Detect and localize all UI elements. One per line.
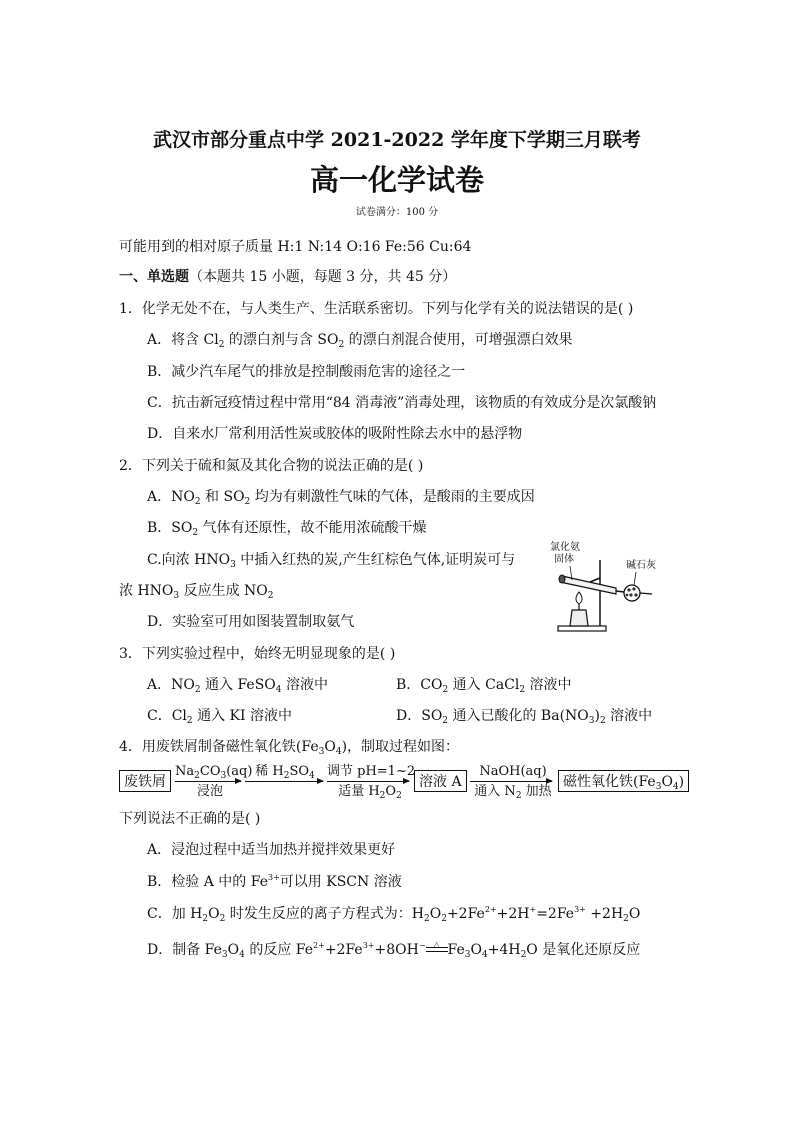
q4-option-d: D．制备 $Fe_3O_4$ 的反应 $Fe^{2+}+2Fe^{3+}+8OH^-$ △ $Fe_3O_4+4H_2O$ 是氧化还原反应 (147, 940, 641, 960)
q4-option-c: C．加 $H_2O_2$ 时发生反应的离子方程式为：$H_2O_2+2Fe^{2+}+2H^+=2Fe^{3+} +2H_2O$ (147, 905, 641, 924)
flow-arrow3-top: 调节 pH=1~2 (327, 764, 416, 779)
flow-arrow3-bottom: 适量 $H_2O_2$ (338, 784, 402, 801)
flow-arrow-2 (245, 781, 323, 782)
apparatus-drawing (548, 542, 658, 634)
q4-stem: 4．用废铁屑制备磁性氧化铁$(Fe_3O_4)$，制取过程如图： (119, 739, 460, 757)
atomic-mass-line: 可能用到的相对原子质量 H:1 N:14 O:16 Fe:56 Cu:64 (119, 239, 472, 255)
flow-arrow1-bottom: 浸泡 (196, 784, 223, 799)
q2-option-c-line2: 浓 $HNO_3$ 反应生成 $NO_2$ (119, 583, 274, 601)
q4-prompt: 下列说法不正确的是( ) (119, 811, 261, 827)
flow-arrow4-bottom: 通入 $N_2$ 加热 (474, 784, 552, 801)
section-note: （本题共 15 小题，每题 3 分，共 45 分） (189, 269, 457, 285)
label-nh4cl-line1: 氯化氨 (550, 542, 580, 553)
q2-option-a: A．$NO_2$ 和 $SO_2$ 均为有刺激性气味的气体，是酸雨的主要成因 (147, 489, 535, 507)
flow-arrow-3 (327, 781, 409, 782)
full-score: 试卷满分：100 分 (355, 207, 439, 218)
exam-title: 武汉市部分重点中学 2021-2022 学年度下学期三月联考 (153, 129, 641, 151)
q2-stem: 2．下列关于硫和氮及其化合物的说法正确的是( ) (119, 458, 424, 474)
heat-equals-sign: △ (426, 944, 448, 956)
q1-option-b: B．减少汽车尾气的排放是控制酸雨危害的途径之一 (147, 364, 466, 380)
q1-stem: 1．化学无处不在，与人类生产、生活联系密切。下列与化学有关的说法错误的是( ) (119, 301, 634, 317)
q2-option-d: D．实验室可用如图装置制取氨气 (147, 614, 355, 630)
ammonia-apparatus-figure (548, 542, 658, 634)
section-title: 一、单选题 (119, 269, 189, 285)
label-nh4cl-line2: 固体 (554, 554, 574, 565)
flow-box-scrap-iron: 废铁屑 (119, 770, 171, 792)
q1-option-a: A．将含 $Cl_2$ 的漂白剂与含 $SO_2$ 的漂白剂混合使用，可增强漂白效果 (147, 332, 573, 350)
section-heading (119, 268, 456, 286)
flow-arrow4-top: NaOH(aq) (479, 764, 547, 779)
exam-subtitle: 高一化学试卷 (309, 163, 484, 197)
q4-option-b: B．检验 A 中的 $Fe^{3+}$可以用 KSCN 溶液 (147, 873, 402, 890)
q3-stem: 3．下列实验过程中，始终无明显现象的是( ) (119, 646, 396, 662)
q3-option-d: D．$SO_2$ 通入已酸化的 $Ba(NO_3)_2$ 溶液中 (396, 708, 653, 726)
q2-option-c-line1: C.向浓 $HNO_3$ 中插入红热的炭,产生红棕色气体,证明炭可与 (147, 552, 516, 570)
q1-option-d: D．自来水厂常利用活性炭或胶体的吸附性除去水中的悬浮物 (147, 426, 523, 442)
q1-option-c: C．抗击新冠疫情过程中常用“84 消毒液”消毒处理，该物质的有效成分是次氯酸钠 (147, 395, 657, 411)
flow-arrow-4 (470, 781, 552, 782)
q3-option-c: C．$Cl_2$ 通入 KI 溶液中 (147, 708, 292, 726)
q4-option-a: A．浸泡过程中适当加热并搅拌效果更好 (147, 842, 396, 858)
q2-option-b: B．$SO_2$ 气体有还原性，故不能用浓硫酸干燥 (147, 520, 427, 538)
flow-box-magnetic-iron-oxide: 磁性氧化铁$(Fe_3O_4)$ (558, 770, 689, 792)
flow-arrow1-top: $Na_2CO_3(aq)$ (175, 764, 253, 781)
q3-option-b: B．$CO_2$ 通入 CaCl$_2$ 溶液中 (396, 677, 572, 695)
label-soda-lime: 碱石灰 (626, 560, 656, 571)
flow-arrow2-top: 稀 $H_2SO_4$ (255, 764, 315, 781)
flow-arrow-1 (175, 781, 241, 782)
flow-box-solution-a: 溶液 A (414, 770, 467, 792)
q3-option-a: A．$NO_2$ 通入 FeSO$_4$ 溶液中 (147, 677, 328, 695)
